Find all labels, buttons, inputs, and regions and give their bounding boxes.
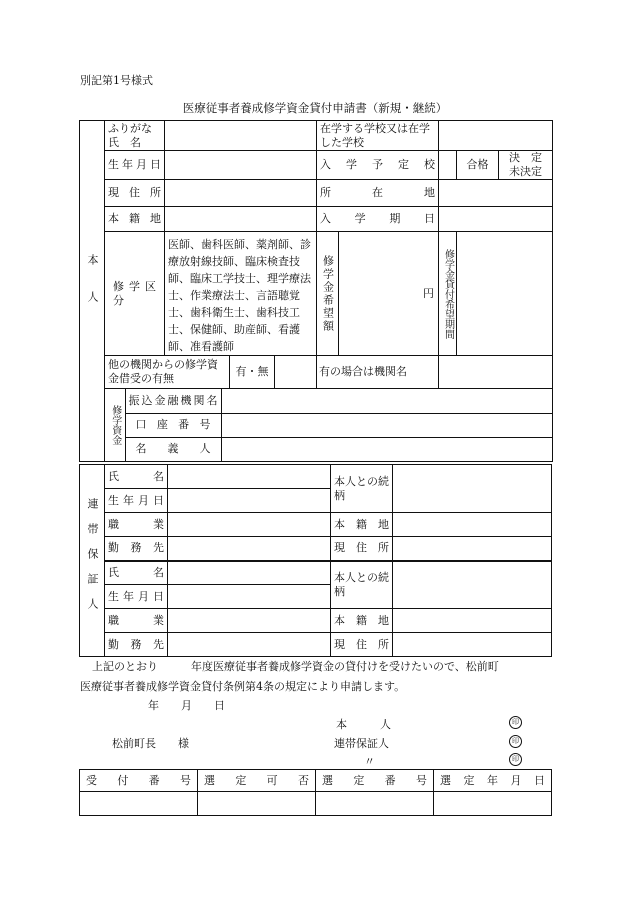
g2-name-label: 氏 名 [105,561,168,585]
org-name-label: 有の場合は機関名 [317,356,439,389]
loan-period-field[interactable] [457,232,553,356]
selection-label: 選定可否 [198,770,316,792]
g2-job-label: 職業 [105,609,168,633]
yes-no-choice[interactable]: 有・無 [229,356,274,388]
g1-address-label: 現住所 [331,537,393,561]
g2-relation-field[interactable] [393,561,552,609]
statement-line-2: 医療従事者養成修学資金貸付条例第4条の規定により申請します。 [80,680,406,693]
signer-guarantor-label: 連帯保証人 [334,737,389,750]
g1-birth-label: 生年月日 [105,489,168,513]
enroll-period-field[interactable] [439,207,553,232]
furigana-name-label: ふりがな 氏 名 [105,121,165,151]
org-name-field[interactable] [439,356,553,389]
desired-amount-field[interactable] [339,232,439,356]
g2-address-field[interactable] [393,633,552,657]
statement [80,657,550,697]
g1-workplace-field[interactable] [168,537,331,561]
g2-job-field[interactable] [168,609,331,633]
selection-date-field[interactable] [434,792,552,816]
signer-ditto-label: 〃 [364,755,375,768]
g2-name-field[interactable] [168,561,331,585]
domicile-label: 本籍地 [105,207,165,232]
bank-label: 振込金融機関名 [125,389,221,413]
receipt-no-field[interactable] [80,792,198,816]
g2-domicile-label: 本籍地 [331,609,393,633]
g1-relation-field[interactable] [393,465,552,513]
applicant-section-label: 本人 [80,121,105,462]
g1-relation-label: 本人との続柄 [331,465,393,513]
school-plan-label: 入学予定校 [317,151,439,180]
other-loan-row [105,356,317,389]
g1-domicile-field[interactable] [393,513,552,537]
domicile-field[interactable] [165,207,317,232]
account-field[interactable] [221,413,552,437]
enroll-period-label: 入学期日 [317,207,439,232]
fund-block [105,389,553,462]
yen-unit: 円 [423,286,434,300]
g2-workplace-label: 勤務先 [105,633,168,657]
form-number: 別記第1号様式 [80,74,153,87]
desired-amount-label: 修学金希望額 [317,232,339,356]
statement-line-1: 上記のとおり 年度医療従事者養成修学資金の貸付けを受けたいので、松前町 [92,660,499,673]
receipt-no-label: 受付番号 [80,770,198,792]
seal-icon: 印 [509,716,522,729]
g2-workplace-field[interactable] [168,633,331,657]
g1-workplace-label: 勤務先 [105,537,168,561]
g1-job-label: 職業 [105,513,168,537]
study-category-label: 修学区分 [105,232,165,356]
guarantor-table [79,464,552,657]
birth-field[interactable] [165,151,317,180]
office-table [79,769,552,816]
loan-period-label: 修学金貸付希望期間 [439,232,457,356]
seal-icon: 印 [509,753,522,766]
pass-label: 合格 [457,151,499,180]
g1-domicile-label: 本籍地 [331,513,393,537]
g2-domicile-field[interactable] [393,609,552,633]
g1-name-field[interactable] [168,465,331,489]
guarantor-section-label: 連帯保証人 [80,465,105,657]
fund-label: 修学資金 [105,389,125,461]
signer-self-label: 本 人 [336,718,391,731]
g2-birth-label: 生年月日 [105,585,168,609]
seal-icon: 印 [509,735,522,748]
location-field[interactable] [439,180,553,207]
g2-address-label: 現住所 [331,633,393,657]
g1-birth-field[interactable] [168,489,331,513]
school-field[interactable] [439,121,553,151]
selection-field[interactable] [198,792,316,816]
selection-no-field[interactable] [316,792,434,816]
selection-no-label: 選定番号 [316,770,434,792]
addressee: 松前町長 様 [112,737,189,750]
bank-field[interactable] [221,389,552,413]
address-label: 現住所 [105,180,165,207]
date-line: 年 月 日 [148,699,225,712]
location-label: 所在地 [317,180,439,207]
applicant-table [79,120,553,462]
g1-name-label: 氏 名 [105,465,168,489]
decision-label: 決 定 未決定 [499,151,553,180]
name-field[interactable] [165,121,317,151]
account-label: 口座番号 [125,413,221,437]
school-plan-field[interactable] [439,151,457,180]
birth-label: 生年月日 [105,151,165,180]
holder-label: 名義人 [125,437,221,461]
selection-date-label: 選定年月日 [434,770,552,792]
professions-list: 医師、歯科医師、薬剤師、診療放射線技師、臨床検査技師、臨床工学技士、理学療法士、作業療法士、言語聴覚士、歯科衛生士、歯科技工士、保健師、助産師、看護師、准看護師 [165,232,317,356]
address-field[interactable] [165,180,317,207]
g1-job-field[interactable] [168,513,331,537]
g2-birth-field[interactable] [168,585,331,609]
g2-relation-label: 本人との続柄 [331,561,393,609]
school-label: 在学する学校又は在学した学校 [317,121,439,151]
other-loan-label: 他の機関からの修学資金借受の有無 [108,358,218,385]
document-title: 医療従事者養成修学資金貸付申請書（新規・継続） [182,101,448,115]
g1-address-field[interactable] [393,537,552,561]
holder-field[interactable] [221,437,552,461]
